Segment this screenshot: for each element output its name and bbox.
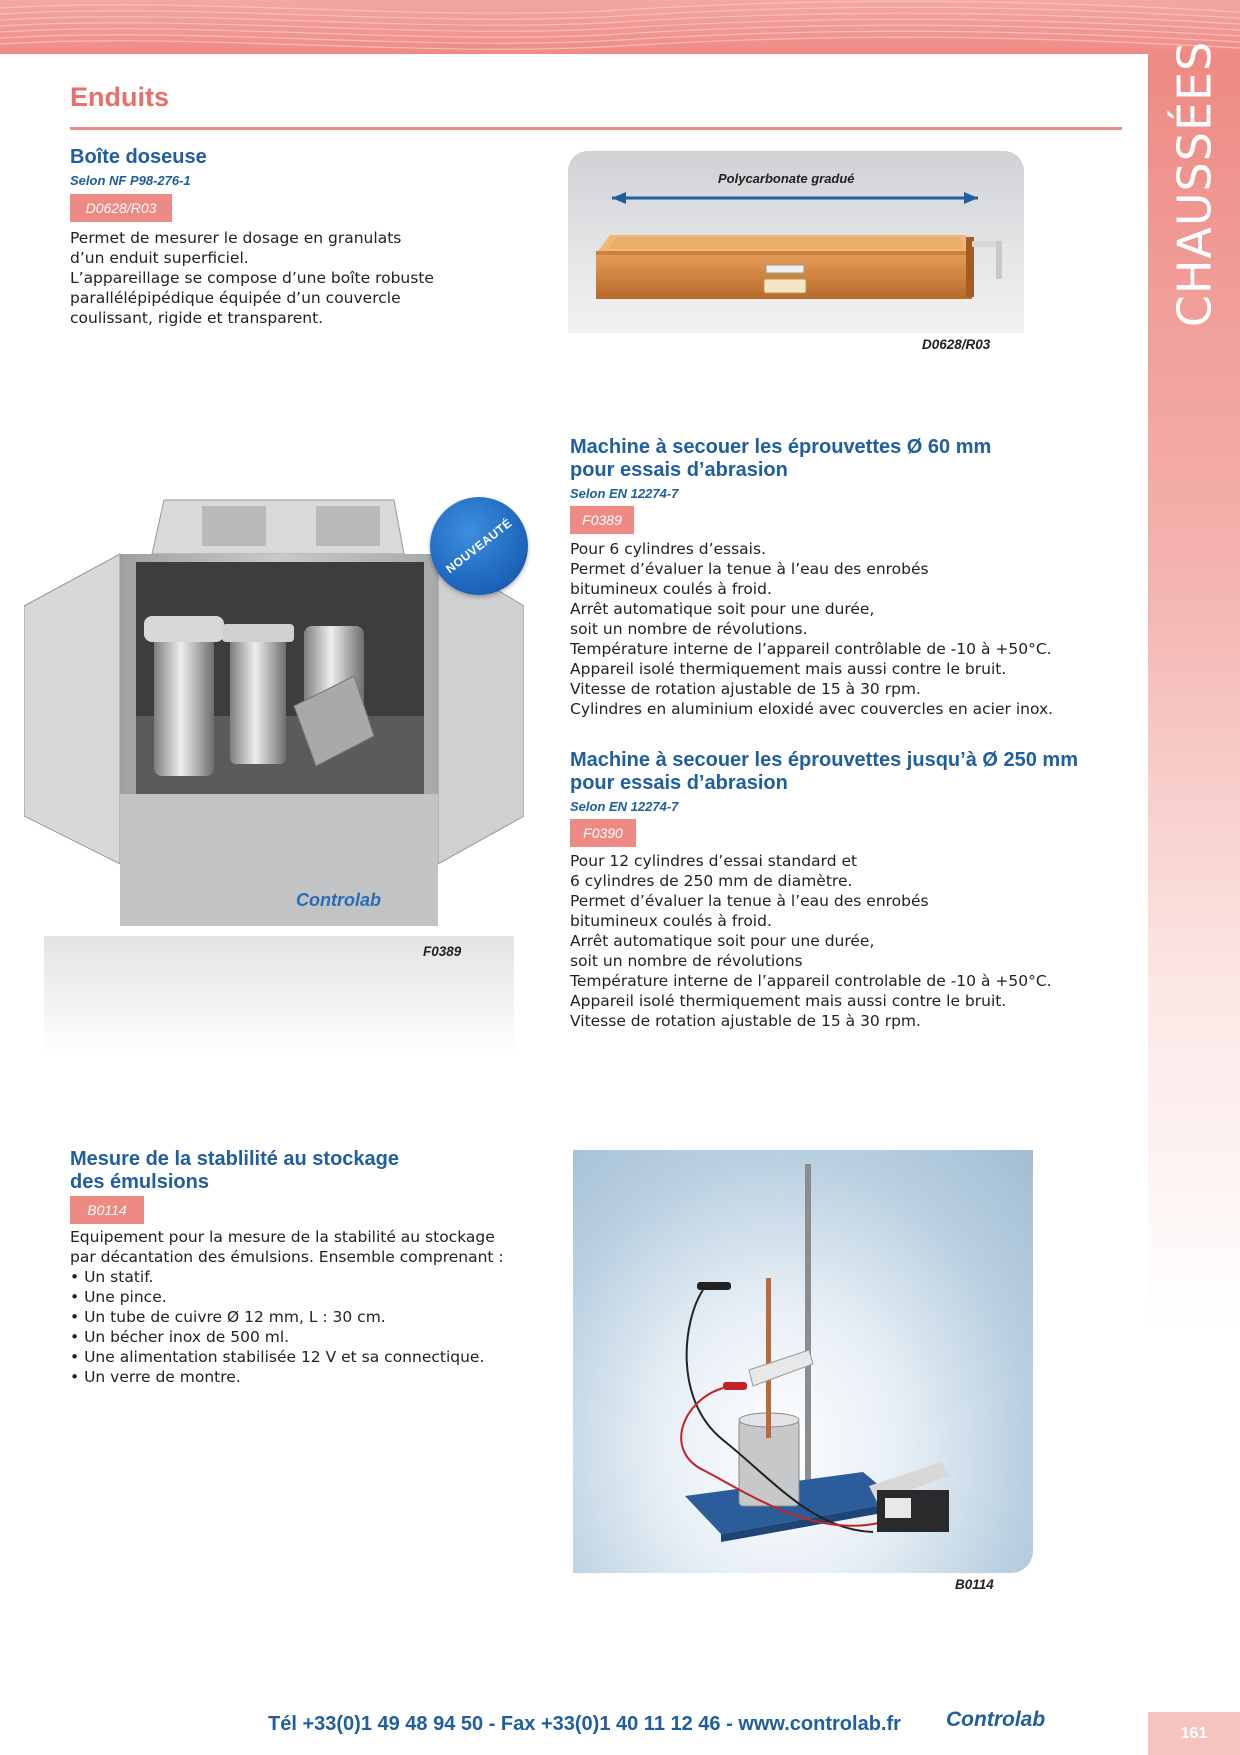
description-line: coulissant, rigide et transparent. [70, 309, 324, 327]
description-line: soit un nombre de révolutions [570, 952, 803, 970]
description-line: Arrêt automatique soit pour une durée, [570, 932, 875, 950]
product-title-line: pour essais d’abrasion [570, 772, 788, 794]
section-title: Enduits [70, 82, 169, 112]
description-line: • Une alimentation stabilisée 12 V et sa connectique. [70, 1348, 485, 1366]
stability-stand-illustration [573, 1150, 1033, 1573]
description-line: Vitesse de rotation ajustable de 15 à 30 rpm. [570, 680, 921, 698]
description-line: Permet d’évaluer la tenue à l’eau des enrobés [570, 560, 929, 578]
new-product-badge-text: NOUVEAUTÉ [443, 515, 515, 577]
description-line: Température interne de l’appareil controlable de -10 à +50°C. [570, 972, 1052, 990]
description-line: • Un bécher inox de 500 ml. [70, 1328, 290, 1346]
product-title-line: Machine à secouer les éprouvettes jusqu’à Ø 250 mm [570, 749, 1078, 771]
photo-caption: F0389 [423, 944, 462, 959]
machine-logo: Controlab [296, 890, 381, 910]
product-norm: Selon EN 12274-7 [570, 799, 679, 814]
description-line: Appareil isolé thermiquement mais aussi contre le bruit. [570, 992, 1007, 1010]
description-line: 6 cylindres de 250 mm de diamètre. [570, 872, 853, 890]
product-description [70, 1227, 504, 1387]
stand-photo [573, 1150, 1033, 1573]
description-line: bitumineux coulés à froid. [570, 580, 772, 598]
product-title-machine-60 [570, 436, 991, 482]
product-title-machine-250 [570, 749, 1078, 795]
product-title-line: des émulsions [70, 1171, 209, 1193]
product-title-line: Machine à secouer les éprouvettes Ø 60 mm [570, 436, 992, 458]
description-line: Cylindres en aluminium eloxidé avec couvercles en acier inox. [570, 700, 1054, 718]
product-title-line: Boîte doseuse [70, 146, 207, 168]
description-line: Vitesse de rotation ajustable de 15 à 30 rpm. [570, 1012, 921, 1030]
description-line: Température interne de l’appareil contrôlable de -10 à +50°C. [570, 640, 1052, 658]
box-photo-label: Polycarbonate gradué [718, 171, 855, 186]
product-description [70, 228, 434, 328]
product-title-stabilite [70, 1148, 399, 1194]
description-line: d’un enduit superficiel. [70, 249, 249, 267]
product-title-line: pour essais d’abrasion [570, 459, 788, 481]
description-line: Equipement pour la mesure de la stabilité au stockage [70, 1228, 495, 1246]
description-line: par décantation des émulsions. Ensemble comprenant : [70, 1248, 504, 1266]
product-norm: Selon EN 12274-7 [570, 486, 679, 501]
description-line: • Un verre de montre. [70, 1368, 241, 1386]
product-ref-badge: F0390 [570, 819, 636, 847]
page-number: 161 [1148, 1712, 1240, 1755]
box-photo [568, 151, 1024, 333]
wave-pattern [0, 0, 1240, 54]
product-ref-badge: B0114 [70, 1196, 144, 1224]
footer-contact: Tél +33(0)1 49 48 94 50 - Fax +33(0)1 40 11 12 46 - www.controlab.fr [268, 1713, 901, 1735]
top-decorative-band [0, 0, 1240, 54]
product-ref-badge: F0389 [570, 506, 634, 534]
description-line: Pour 12 cylindres d’essai standard et [570, 852, 858, 870]
photo-caption: D0628/R03 [922, 337, 991, 352]
product-description [570, 539, 1053, 719]
description-line: • Un tube de cuivre Ø 12 mm, L : 30 cm. [70, 1308, 386, 1326]
description-line: soit un nombre de révolutions. [570, 620, 808, 638]
product-title-line: Mesure de la stablilité au stockage [70, 1148, 400, 1170]
new-product-badge [430, 497, 528, 595]
description-line: • Un statif. [70, 1268, 154, 1286]
side-category-text: CHAUSSÉES [1167, 40, 1222, 328]
photo-caption: B0114 [955, 1577, 994, 1592]
description-line: Arrêt automatique soit pour une durée, [570, 600, 875, 618]
product-ref-badge: D0628/R03 [70, 194, 172, 222]
section-divider [70, 127, 1122, 130]
description-line: L’appareillage se compose d’une boîte robuste [70, 269, 434, 287]
description-line: Pour 6 cylindres d’essais. [570, 540, 766, 558]
description-line: Permet de mesurer le dosage en granulats [70, 229, 402, 247]
description-line: parallélépipédique équipée d’un couvercle [70, 289, 401, 307]
product-norm: Selon NF P98-276-1 [70, 173, 191, 188]
description-line: bitumineux coulés à froid. [570, 912, 772, 930]
footer-logo: Controlab [946, 1708, 1046, 1731]
description-line: Appareil isolé thermiquement mais aussi contre le bruit. [570, 660, 1007, 678]
product-description [570, 851, 1052, 1031]
side-category-label [1148, 40, 1240, 328]
product-title-boite-doseuse [70, 146, 207, 169]
description-line: • Une pince. [70, 1288, 167, 1306]
description-line: Permet d’évaluer la tenue à l’eau des enrobés [570, 892, 929, 910]
